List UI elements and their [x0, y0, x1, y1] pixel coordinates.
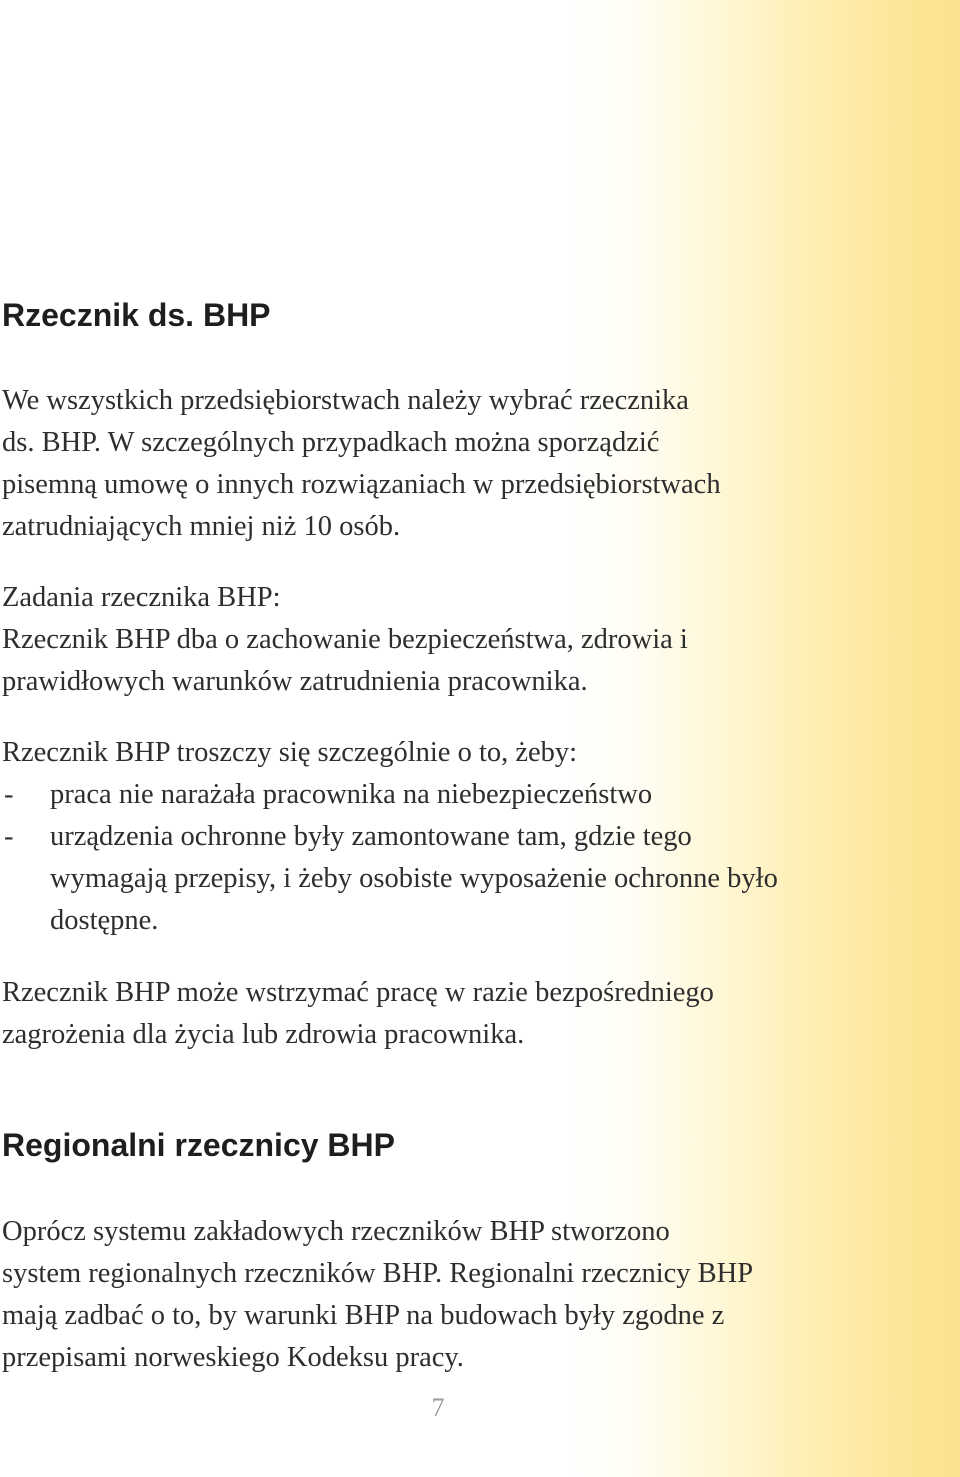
regional-line: Oprócz systemu zakładowych rzeczników BHP stworzono — [2, 1216, 670, 1247]
list-item-line: dostępne. — [50, 905, 159, 936]
stop-work-paragraph — [2, 972, 714, 1056]
list-item-line: wymagają przepisy, i żeby osobiste wyposażenie ochronne było — [50, 863, 778, 894]
regional-line: przepisami norweskiego Kodeksu pracy. — [2, 1342, 464, 1373]
intro-line: pisemną umowę o innych rozwiązaniach w przedsiębiorstwach — [2, 469, 721, 500]
intro-line: ds. BHP. W szczególnych przypadkach można sporządzić — [2, 427, 660, 458]
tasks-line: Rzecznik BHP dba o zachowanie bezpieczeństwa, zdrowia i — [2, 624, 688, 655]
section-heading-rzecznik: Rzecznik ds. BHP — [2, 297, 271, 333]
intro-paragraph — [2, 380, 721, 548]
list-item — [2, 774, 778, 816]
regional-line: mają zadbać o to, by warunki BHP na budowach były zgodne z — [2, 1300, 725, 1331]
stop-work-line: Rzecznik BHP może wstrzymać pracę w razie bezpośredniego — [2, 977, 714, 1008]
tasks-line: prawidłowych warunków zatrudnienia pracownika. — [2, 666, 588, 697]
list-item — [2, 816, 778, 942]
intro-line: We wszystkich przedsiębiorstwach należy wybrać rzecznika — [2, 385, 689, 416]
list-item-line: praca nie narażała pracownika na niebezpieczeństwo — [50, 779, 653, 810]
list-dash: - — [4, 821, 14, 852]
page-number: 7 — [431, 1393, 445, 1422]
intro-line: zatrudniających mniej niż 10 osób. — [2, 511, 401, 542]
stop-work-line: zagrożenia dla życia lub zdrowia pracownika. — [2, 1019, 525, 1050]
care-intro-paragraph — [2, 732, 577, 774]
regional-paragraph — [2, 1211, 753, 1379]
care-intro-line: Rzecznik BHP troszczy się szczególnie o to, żeby: — [2, 737, 578, 768]
tasks-paragraph — [2, 577, 688, 703]
list-item-line: urządzenia ochronne były zamontowane tam, gdzie tego — [50, 821, 692, 852]
section-heading-regionalni: Regionalni rzecznicy BHP — [2, 1127, 395, 1163]
care-list — [2, 774, 778, 942]
regional-line: system regionalnych rzeczników BHP. Regionalni rzecznicy BHP — [2, 1258, 754, 1289]
tasks-line: Zadania rzecznika BHP: — [2, 582, 281, 613]
list-dash: - — [4, 779, 14, 810]
